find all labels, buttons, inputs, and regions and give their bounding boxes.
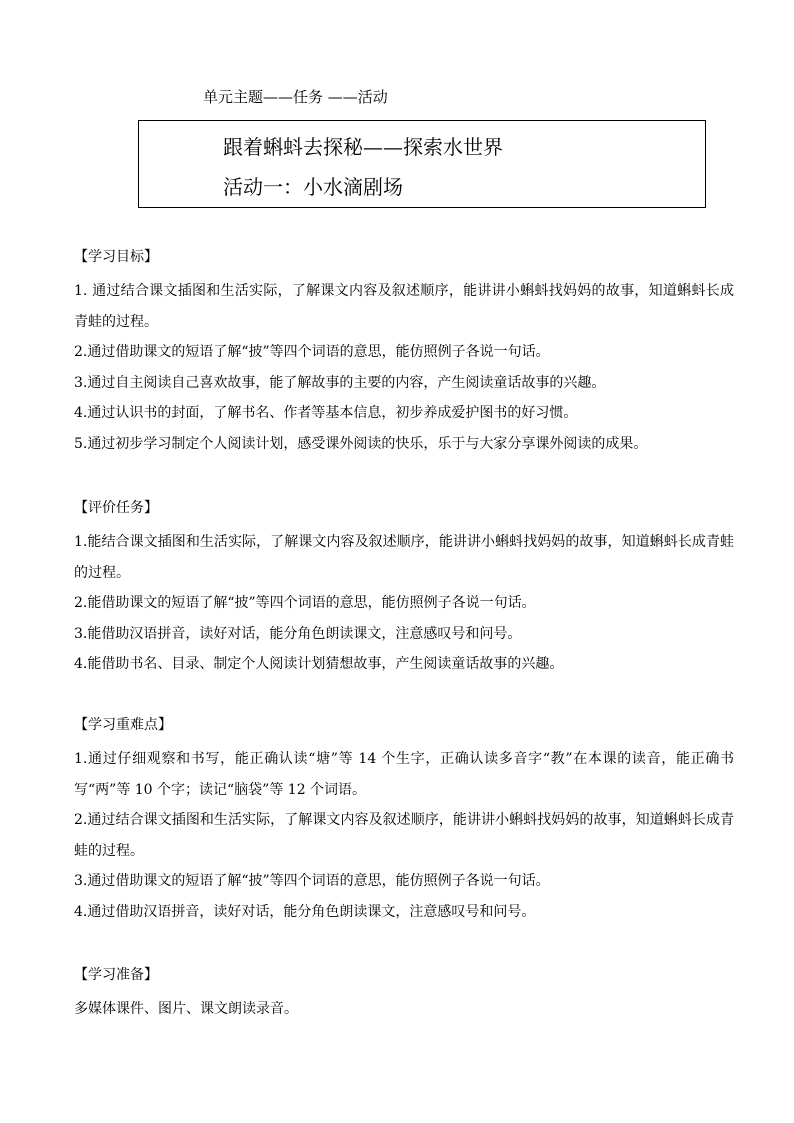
- list-item: 4.能借助书名、目录、制定个人阅读计划猜想故事，产生阅读童话故事的兴趣。: [74, 656, 564, 672]
- section-heading: 【学习重难点】: [74, 717, 172, 733]
- list-item: 1.通过仔细观察和书写，能正确认读“塘”等 14 个生字，正确认读多音字“教”在本课的读音，能正确书写“两”等 10 个字；读记“脑袋”等 12 个词语。: [74, 751, 734, 798]
- unit-task-line: 单元主题——任务 ——活动: [203, 88, 388, 106]
- list-item: 多媒体课件、图片、课文朗读录音。: [74, 1001, 298, 1017]
- list-item: 1. 通过结合课文插图和生活实际，了解课文内容及叙述顺序，能讲讲小蝌蚪找妈妈的故事，知道蝌蚪长成青蛙的过程。: [74, 283, 734, 330]
- list-item: 1.能结合课文插图和生活实际，了解课文内容及叙述顺序，能讲讲小蝌蚪找妈妈的故事，知道蝌蚪长成青蛙的过程。: [74, 534, 734, 581]
- list-item: 3.通过借助课文的短语了解“披”等四个词语的意思，能仿照例子各说一句话。: [74, 873, 550, 889]
- list-item: 3.通过自主阅读自己喜欢故事，能了解故事的主要的内容，产生阅读童话故事的兴趣。: [74, 374, 606, 391]
- list-item: 4.通过认识书的封面，了解书名、作者等基本信息，初步养成爱护图书的好习惯。: [74, 405, 578, 421]
- section-heading: 【学习准备】: [74, 967, 158, 983]
- list-item: 5.通过初步学习制定个人阅读计划，感受课外阅读的快乐，乐于与大家分享课外阅读的成果。: [74, 435, 648, 452]
- list-item: 2.通过借助课文的短语了解“披”等四个词语的意思，能仿照例子各说一句话。: [74, 344, 550, 360]
- main-title: 跟着蝌蚪去探秘——探索水世界: [223, 135, 503, 159]
- list-item: 2.能借助课文的短语了解“披”等四个词语的意思，能仿照例子各说一句话。: [74, 595, 536, 611]
- activity-title: 活动一：小水滴剧场: [223, 175, 403, 199]
- list-item: 4.通过借助汉语拼音，读好对话，能分角色朗读课文，注意感叹号和问号。: [74, 903, 536, 920]
- list-item: 3.能借助汉语拼音，读好对话，能分角色朗读课文，注意感叹号和问号。: [74, 625, 522, 642]
- section-preparation: [74, 964, 734, 1025]
- section-heading: 【学习目标】: [74, 249, 158, 265]
- section-key-difficulties: [74, 714, 734, 927]
- section-learning-goals: [74, 246, 734, 459]
- section-evaluation-tasks: [74, 497, 734, 680]
- title-box: [138, 120, 706, 208]
- list-item: 2.通过结合课文插图和生活实际，了解课文内容及叙述顺序，能讲讲小蝌蚪找妈妈的故事，知道蝌蚪长成青蛙的过程。: [74, 812, 734, 859]
- section-heading: 【评价任务】: [74, 500, 158, 516]
